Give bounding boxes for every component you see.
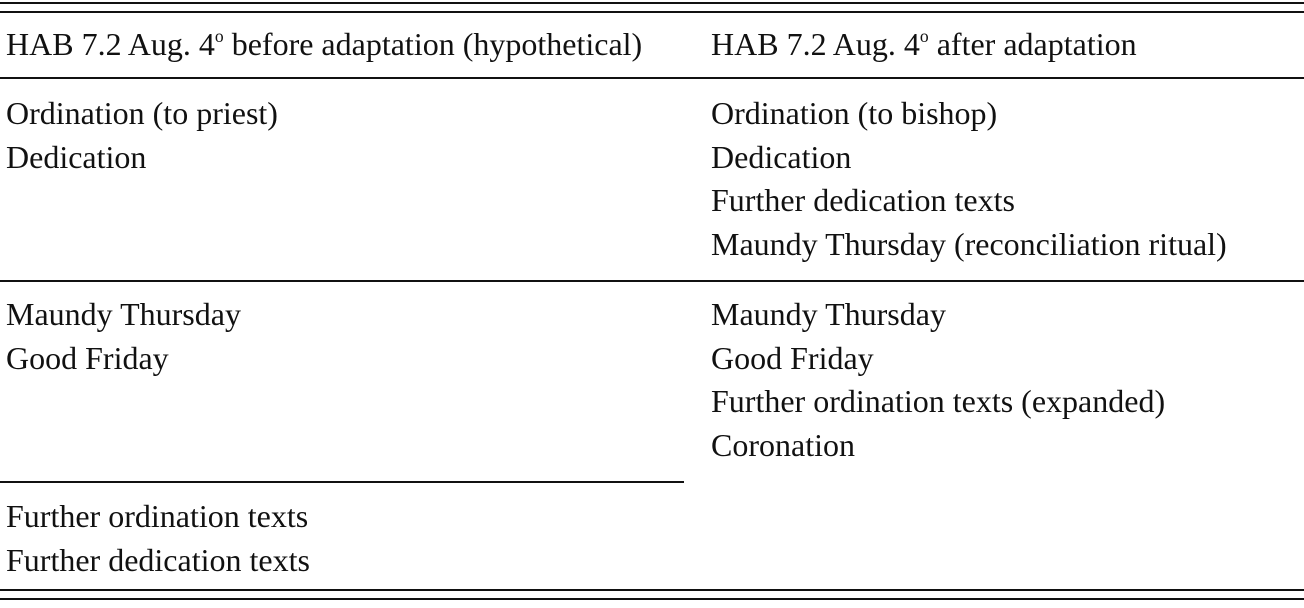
group-3-left xyxy=(6,495,310,582)
table-row: Further ordination texts xyxy=(6,498,309,534)
group-2-left xyxy=(6,293,241,380)
table-top-rule-outer xyxy=(0,2,1304,4)
group-2-right xyxy=(711,293,1165,467)
group-1-rule xyxy=(0,280,1304,282)
table-bottom-rule-inner xyxy=(0,589,1304,591)
table-bottom-rule-outer xyxy=(0,598,1304,600)
table-row: Good Friday xyxy=(711,339,874,376)
header-left xyxy=(6,23,642,67)
table-row: Further dedication texts xyxy=(6,541,310,578)
header-right-sup: o xyxy=(919,25,929,46)
table-top-rule-inner xyxy=(0,11,1304,13)
table-row: Ordination (to bishop) xyxy=(711,95,998,131)
table-row: Coronation xyxy=(711,426,855,463)
table-row: Maundy Thursday xyxy=(6,296,241,332)
table-row: Dedication xyxy=(711,138,852,175)
table-row: Good Friday xyxy=(6,339,169,376)
header-left-sup: o xyxy=(214,25,224,46)
table-row: Further dedication texts xyxy=(711,182,1015,218)
header-left-prefix: HAB 7.2 Aug. 4 xyxy=(6,26,215,62)
group-1-left xyxy=(6,92,278,179)
header-rule xyxy=(0,77,1304,79)
header-right-suffix: after adaptation xyxy=(928,26,1137,62)
table-row: Further ordination texts (expanded) xyxy=(711,383,1166,419)
group-1-right xyxy=(711,92,1227,266)
header-right-prefix: HAB 7.2 Aug. 4 xyxy=(711,26,920,62)
table-row: Maundy Thursday (reconciliation ritual) xyxy=(711,225,1227,262)
header-left-suffix: before adaptation (hypothetical) xyxy=(223,26,643,62)
table-row: Dedication xyxy=(6,138,147,175)
group-2-rule xyxy=(0,481,684,483)
table-row: Maundy Thursday xyxy=(711,296,946,332)
header-right xyxy=(711,23,1137,67)
table-row: Ordination (to priest) xyxy=(6,95,278,131)
